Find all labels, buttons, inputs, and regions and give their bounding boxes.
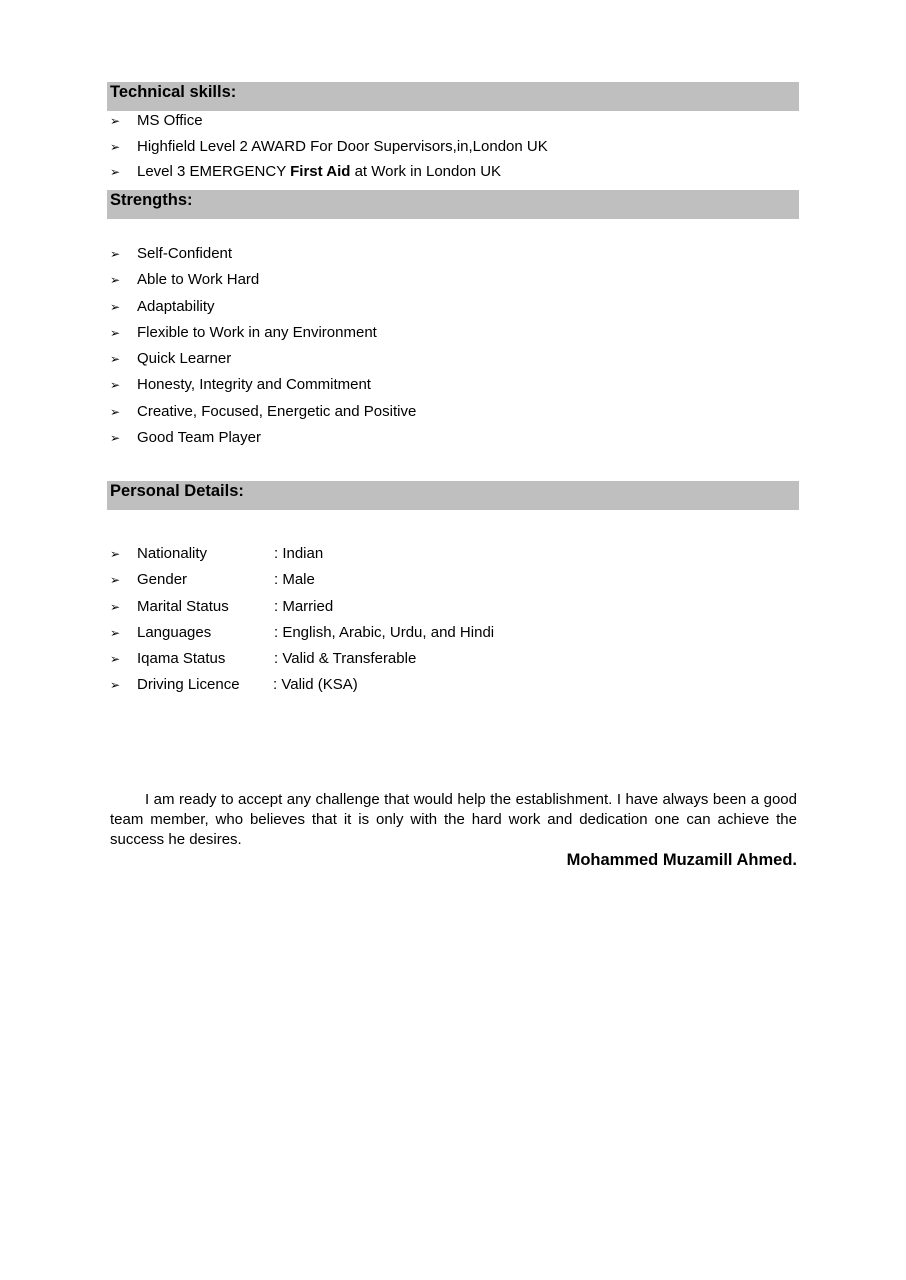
arrow-bullet-icon: ➢ — [110, 352, 121, 367]
detail-label: Languages — [137, 623, 212, 641]
arrow-bullet-icon: ➢ — [110, 299, 121, 314]
skill-text — [137, 163, 501, 181]
signature-name: Mohammed Muzamill Ahmed. — [566, 851, 797, 869]
detail-label: Gender — [137, 571, 188, 589]
arrow-bullet-icon: ➢ — [110, 431, 121, 446]
arrow-bullet-icon: ➢ — [110, 247, 121, 261]
technical-skills-heading: Technical skills: — [110, 83, 237, 101]
detail-value: : Married — [274, 597, 334, 615]
detail-value: : English, Arabic, Urdu, and Hindi — [274, 623, 495, 641]
personal-details-header — [107, 481, 799, 510]
strength-text: Good Team Player — [137, 429, 261, 447]
personal-details-heading: Personal Details: — [110, 482, 244, 500]
skill-text-bold: First Aid — [290, 163, 351, 181]
detail-label: Nationality — [137, 545, 208, 562]
strength-text: Able to Work Hard — [137, 271, 260, 289]
strength-text: Flexible to Work in any Environment — [137, 323, 377, 341]
detail-value: : Male — [274, 571, 315, 589]
arrow-bullet-icon: ➢ — [110, 165, 121, 180]
arrow-bullet-icon: ➢ — [110, 404, 121, 419]
arrow-bullet-icon: ➢ — [110, 114, 121, 128]
arrow-bullet-icon: ➢ — [110, 599, 121, 614]
arrow-bullet-icon: ➢ — [110, 652, 121, 667]
strength-text: Adaptability — [137, 297, 215, 315]
arrow-bullet-icon: ➢ — [110, 547, 121, 561]
closing-paragraph: I am ready to accept any challenge that would help the establishment. I have always been a good team member, who believes that it is only with the hard work and dedication one can achieve the success he desires. — [110, 791, 797, 848]
strength-text: Quick Learner — [137, 350, 232, 368]
detail-value: : Indian — [274, 545, 324, 562]
arrow-bullet-icon: ➢ — [110, 625, 121, 640]
arrow-bullet-icon: ➢ — [110, 378, 121, 393]
strength-text: Creative, Focused, Energetic and Positive — [137, 402, 417, 420]
strengths-header — [107, 190, 799, 219]
strengths-heading: Strengths: — [110, 191, 193, 209]
detail-value: : Valid & Transferable — [274, 650, 417, 668]
arrow-bullet-icon: ➢ — [110, 678, 121, 693]
skill-text: MS Office — [137, 112, 203, 129]
arrow-bullet-icon: ➢ — [110, 325, 121, 340]
arrow-bullet-icon: ➢ — [110, 573, 121, 588]
skill-text: Highfield Level 2 AWARD For Door Supervisors,in,London UK — [137, 137, 548, 155]
skill-text-post: at Work in London UK — [350, 163, 502, 181]
strength-text: Self-Confident — [137, 245, 233, 262]
arrow-bullet-icon: ➢ — [110, 273, 121, 288]
detail-label: Driving Licence — [137, 676, 240, 694]
arrow-bullet-icon: ➢ — [110, 139, 121, 154]
skill-text-pre: Level 3 EMERGENCY — [137, 163, 291, 181]
strength-text: Honesty, Integrity and Commitment — [137, 376, 371, 394]
detail-value: : Valid (KSA) — [273, 676, 358, 694]
detail-label: Marital Status — [137, 597, 229, 615]
detail-label: Iqama Status — [137, 650, 226, 668]
technical-skills-header — [107, 82, 799, 111]
